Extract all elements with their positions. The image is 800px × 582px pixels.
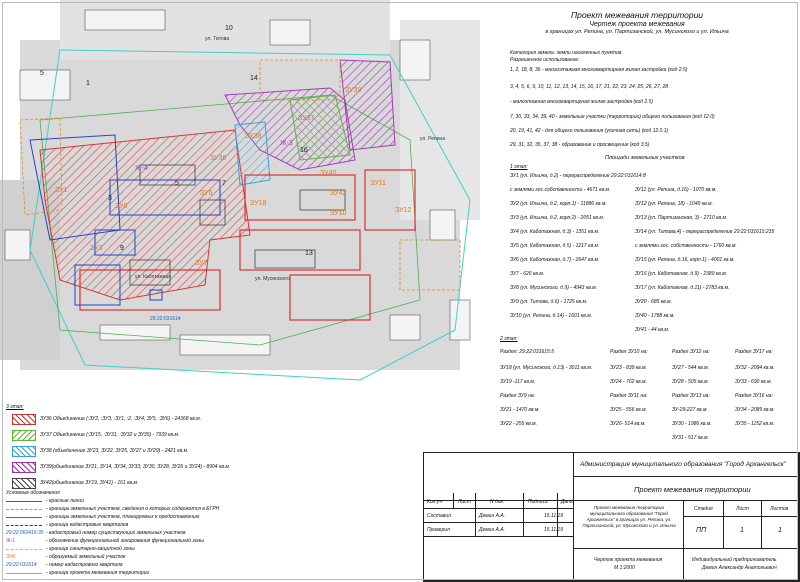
info-line: - малоэтажная многоквартирная жилая застройка (код 2.5) [510, 99, 654, 105]
label-zu7: ЗУ7 [195, 260, 208, 267]
stage2-col4-item: ЗУ34 - 2089 кв.м. [735, 407, 775, 413]
label-zu11: ЗУ11 [370, 180, 386, 187]
legend-item: - номер кадастрового квартала [46, 562, 123, 568]
label-zu36: ЗУ36 [210, 155, 227, 162]
stamp-sheets-value: 1 [778, 527, 782, 534]
stage1-title: 1 этап: [510, 164, 528, 170]
area-right: ЗУ41 - 44 кв.м. [635, 327, 670, 333]
label-zu37: ЗУ37 [298, 115, 315, 122]
stage3-swatch [12, 462, 36, 473]
label-zu1: ЗУ1 [55, 187, 68, 194]
legend-line-boundary [6, 573, 42, 574]
label-zu8: ЗУ8 [115, 203, 128, 210]
legend-item: - красные линии [46, 498, 84, 504]
legend-item: - образуемый земельный участок [46, 554, 126, 560]
areas-heading: Площади земельных участков [605, 155, 685, 161]
stage2-col1-item: ЗУ18 (ул. Мусинского, д.13) - 3011 кв.м. [500, 365, 593, 371]
title-block [423, 452, 800, 582]
legend-item: - кадастровый номер существующих земельных участков [46, 530, 186, 536]
stamp-name-label: Демин А.А. [479, 513, 506, 519]
legend-line-sanitary [6, 549, 42, 550]
page-subtitle: Чертеж проекта межевания [589, 20, 685, 28]
stamp-sheet-h-label: Лист [736, 506, 749, 512]
stage2-col1-item: ЗУ22 - 255 кв.м. [500, 421, 537, 427]
label-zu3: ЗУ3 [90, 245, 103, 252]
stamp-desc: Проект межевания территории муниципального образования "Город Архангельск" в границах ул. Репина, ул. Партизанской, ул. Мусинского и ул. Ильича [582, 505, 676, 528]
map-svg [0, 0, 520, 402]
label-zu42: ЗУ42 [330, 190, 347, 197]
category-text: Категория земель: земли населенных пунктов [510, 50, 622, 56]
stage3-title: 3 этап: [6, 404, 24, 410]
svg-text:3: 3 [108, 195, 112, 202]
legend-code: ЗУ4 [6, 554, 15, 560]
stamp-author2: Демин Александр Анатольевич [702, 565, 777, 571]
stage2-col1-item: ЗУ21 - 1470 кв.м. [500, 407, 540, 413]
stamp-date-label: 15.11.19 [544, 527, 564, 533]
legend-code: Ж-1 [6, 538, 16, 544]
legend-title: Условные обозначения [6, 490, 60, 496]
stage3-swatch [12, 446, 36, 457]
svg-text:5: 5 [175, 180, 179, 187]
info-line: 3, 4, 5, 6, 9, 10, 11, 12, 13, 14, 15, 16, 17, 21, 22, 23, 24, 25, 26, 27, 28 [510, 84, 669, 90]
stage3-item: ЗУ36 Объединение (:ЗУ2, :ЗУ3, :ЗУ1, :2, :ЗУ4, ЗУ5, :ЗУ6) - 24368 кв.м. [40, 416, 202, 422]
legend-item: - границы земельных участков, сведения о которых содержатся в ЕГРН [46, 506, 220, 512]
legend-code: 29:22:031614 [6, 562, 37, 568]
area-left: ЗУ7 - 626 кв.м. [510, 271, 545, 277]
svg-text:16: 16 [300, 147, 308, 154]
area-left: ЗУ5 (ул. Каботажная, д.5) - 1217 кв.м. [510, 243, 600, 249]
stage2-col3-item: Раздел ЗУ13 на: [672, 393, 710, 399]
stage2-col4-item: Раздел ЗУ16 на: [735, 393, 773, 399]
area-left: ЗУ4 (ул. Каботажная, д.3) - 1351 кв.м. [510, 229, 600, 235]
info-line: 20, 19, 41, 42 - для общего пользования (уличная сеть) (код 12.0.1) [510, 128, 669, 134]
area-right: ЗУ13 (ул. Партизанская, 3) - 2710 кв.м. [635, 215, 728, 221]
svg-text:1: 1 [86, 80, 90, 87]
stage2-title: 2 этап: [500, 336, 518, 342]
label-zu18: ЗУ18 [250, 200, 267, 207]
label-zone-zh3: Ж-3 [280, 140, 293, 147]
svg-text:13: 13 [305, 250, 313, 257]
label-street-kabotazhnaya: ул. Каботажная [135, 274, 171, 280]
label-zone-zh4: Ж-4 [135, 165, 148, 172]
stage2-col1-item: ЗУ19 -117 кв.м. [500, 379, 536, 385]
label-street-titova: ул. Титова [205, 36, 230, 42]
legend-line-purple [6, 517, 42, 518]
svg-text:9: 9 [120, 245, 124, 252]
area-right: ЗУ12 (ул. Репина, 18) - 1049 кв.м. [635, 201, 713, 207]
stage3-swatch [12, 430, 36, 441]
stage2-col3-item: ЗУ28 - 505 кв.м. [672, 379, 709, 385]
label-zu12: ЗУ12 [395, 207, 412, 214]
stage3-item: ЗУ42(объединение ЗУ19, ЗУ41) - 161 кв.м. [40, 480, 139, 486]
label-zu10: ЗУ10 [330, 210, 347, 217]
stamp-stage-h-label: Стадия [694, 506, 713, 512]
area-right: ЗУ14 (ул. Титова,4) - перераспределение 29:22:031615:235 [635, 229, 775, 235]
info-panel [478, 10, 796, 40]
info-line: 7, 30, 33, 34, 39, 40 - земельные участки (территории) общего пользования (код 12.0) [510, 114, 715, 120]
stamp-date-label: 15.11.19 [544, 513, 564, 519]
page-title: Проект межевания территории [570, 10, 704, 20]
legend-item: - граница санитарно-защитной зоны [46, 546, 135, 552]
stamp-col-label: Лист [458, 499, 471, 505]
area-left: с землями гос.собственности - 4671 кв.м. [510, 187, 611, 193]
area-left: ЗУ2 (ул. Ильича, д.2, корп.1) - 11886 кв.м. [510, 201, 607, 207]
stage3-item: ЗУ37 Объединение (:ЗУ15, :ЗУ31, :ЗУ32 и ЗУ35) - 7939 кв.м. [40, 432, 180, 438]
label-zu38: ЗУ38 [245, 133, 262, 140]
stage2-col4-item: ЗУ32 - 2094 кв.м. [735, 365, 775, 371]
permitted-text: Разрешенное использование: [510, 57, 580, 63]
stamp-scale: М 1:2000 [614, 565, 635, 571]
area-right: ЗУ11 (ул. Репина, д.16) - 1070 кв.м. [635, 187, 717, 193]
stamp-col-label: N док. [490, 499, 505, 505]
stage2-col1-item: Раздел ЗУ9 на: [500, 393, 535, 399]
legend-item: - граница проекта межевания территории [46, 570, 150, 576]
area-left: ЗУ3 (ул. Ильича, д.2, корп.2) - 2051 кв.м. [510, 215, 605, 221]
stamp-author1: Индивидуальный предприниматель [692, 557, 777, 563]
legend-line-quarter [6, 525, 42, 526]
stamp-sheet-value: 1 [740, 527, 744, 534]
area-right: ЗУ17 (ул. Каботажная, д.11) - 2783 кв.м. [635, 285, 730, 291]
area-left: ЗУ9 (ул. Титова, д.6) - 1725 кв.м. [510, 299, 588, 305]
info-line: 29, 31, 32, 35, 37, 38 - образование и просвещение (код 3.5) [510, 142, 650, 148]
legend-item: - граница кадастровых кварталов [46, 522, 129, 528]
area-left: ЗУ10 (ул. Репина, д.14) - 1601 кв.м. [510, 313, 593, 319]
legend-code: 29:22:060416:35 [6, 530, 44, 536]
stamp-name-label: Демин А.А. [479, 527, 506, 533]
info-line: 1, 2, 18, 8, 36 - многоэтажная многоквартирная жилая застройка (код 2.5) [510, 67, 688, 73]
stamp-empty-rows [424, 537, 574, 581]
stage2-col3-item: ЗУ31 - 517 кв.м. [672, 435, 709, 441]
stage2-col4-item: ЗУ33 - 690 кв.м. [735, 379, 772, 385]
legend-panel [6, 402, 436, 580]
legend-item: - обозначение функциональной зонирования функциональной зоны [46, 538, 204, 544]
svg-text:14: 14 [250, 75, 258, 82]
stage2-col2-item: ЗУ26- 514 кв.м. [610, 421, 646, 427]
label-quarter: 29:22:031614 [150, 316, 181, 322]
stamp-role-label: Составил [427, 513, 451, 519]
area-left: ЗУ6 (ул. Каботажная, д.7) - 2647 кв.м. [510, 257, 600, 263]
stage2-col3-item: ЗУ27 - 544 кв.м. [672, 365, 709, 371]
label-zu40: ЗУ40 [320, 170, 337, 177]
area-left: ЗУ8 (ул. Мусинского, д.9) - 4943 кв.м. [510, 285, 598, 291]
area-right: ЗУ15 (ул. Репина, д.16, корп.1) - 4001 кв.м. [635, 257, 735, 263]
stage2-col2-item: ЗУ24 - 762 кв.м. [610, 379, 647, 385]
stamp-project: Проект межевания территории [634, 485, 751, 494]
stage2-col1-item: Раздел: 29:22:031615:5 [500, 349, 555, 355]
stage2-col2-item: Раздел ЗУ10 на: [610, 349, 648, 355]
stage2-col2-item: ЗУ25 - 556 кв.м. [610, 407, 647, 413]
stamp-drawing: Чертеж проекта межевания [594, 557, 663, 563]
svg-text:7: 7 [222, 180, 226, 187]
stamp-sheets-h-label: Листов [770, 506, 789, 512]
page-bounds: в границах ул. Репина, ул. Партизанской, ул. Мусинского и ул. Ильича [545, 29, 729, 36]
stamp-col-label: Дата [561, 499, 575, 505]
stage3-swatch [12, 414, 36, 425]
legend-line-red [6, 501, 42, 502]
legend-line-orange [6, 509, 42, 510]
label-zu39: ЗУ39 [345, 87, 362, 94]
stage2-col3-item: ЗУ-29-227 кв.м. [672, 407, 708, 413]
stage3-item: ЗУ38 (объединение ЗУ23, ЗУ22, ЗУ25, ЗУ27 и ЗУ29) - 2421 кв.м. [40, 448, 189, 454]
stamp-org: Администрация муниципального образования "Город Архангельск" [580, 461, 787, 468]
stage2-col3-item: ЗУ30 - 1986 кв.м. [672, 421, 712, 427]
stamp-col-label: Кол.уч [427, 499, 442, 505]
stamp-col-label: Подпись [528, 499, 548, 505]
stage2-col4-item: ЗУ35 - 1152 кв.м. [735, 421, 775, 427]
label-zu6: ЗУ6 [200, 190, 213, 197]
svg-text:10: 10 [225, 25, 233, 32]
label-street-repina: ул. Репина [420, 136, 446, 142]
area-left: ЗУ1 (ул. Ильича, д.2) - перераспределение 29:22:031614:8 [510, 173, 646, 179]
stage3-swatch [12, 478, 36, 489]
area-right: ЗУ40 - 1788 кв.м. [635, 313, 675, 319]
stage2-col4-item: Раздел ЗУ17 на: [735, 349, 773, 355]
stage2-col2-item: ЗУ23 - 839 кв.м. [610, 365, 647, 371]
area-right: ЗУ16 (ул. Каботажная, д.9) - 2389 кв.м. [635, 271, 728, 277]
stage2-col3-item: Раздел ЗУ12 на: [672, 349, 710, 355]
stage2-col2-item: Раздел ЗУ11 на: [610, 393, 648, 399]
area-right: с землями гос. собственности - 1760 кв.м. [635, 243, 737, 249]
label-street-musinskogo: ул. Мусинского [255, 276, 290, 282]
svg-text:5: 5 [40, 70, 44, 77]
cadastral-map [0, 0, 520, 402]
stamp-stage-value: ПП [696, 527, 707, 534]
stamp-role-label: Проверил [427, 527, 450, 533]
legend-item: - границы земельных участков, планируемых к предоставлению [46, 514, 200, 520]
stage3-item: ЗУ39(объединение ЗУ21, ЗУ14, ЗУ34, ЗУ33, ЗУ30, ЗУ28, ЗУ26 и ЗУ24) - 8904 кв.м. [40, 464, 231, 470]
area-right: ЗУ20 - 685 кв.м. [635, 299, 672, 305]
